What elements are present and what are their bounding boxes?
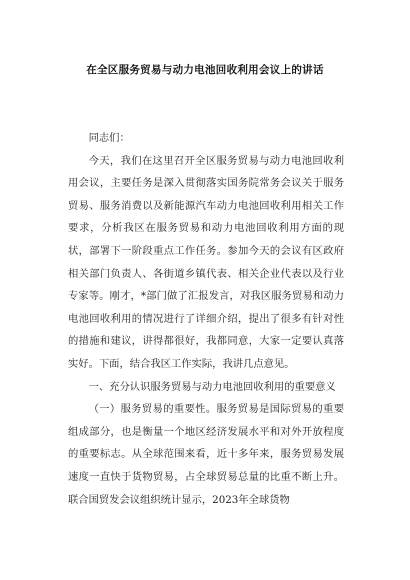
salutation-paragraph: 同志们： [88,132,130,144]
document-title: 在全区服务贸易与动力电池回收利用会议上的讲话 [86,64,324,76]
section-heading-1: 一、充分认识服务贸易与动力电池回收利用的重要意义 [88,380,336,393]
subsection-paragraph-1: （一）服务贸易的重要性。服务贸易是国际贸易的重要组成部分，也是衡量一个地区经济发展水平和对外开放程度的重要标志。从全球范围来看，近十多年来，服务贸易发展速度一直快于货物贸易，占全球贸易总量的比重不断上升。联合国贸发会议组织统计显示，2023年全球货物 [68,403,344,506]
document-body [68,127,344,511]
intro-paragraph: 今天，我们在这里召开全区服务贸易与动力电池回收利用会议，主要任务是深入贯彻落实国务院常务会议关于服务贸易、服务消费以及新能源汽车动力电池回收利用相关工作要求，分析我区在服务贸易和动力电池回收利用方面的现状，部署下一阶段重点工作任务。参加今天的会议有区政府相关部门负责人、各街道乡镇代表、相关企业代表以及行业专家等。刚才，*部门做了汇报发言，对我区服务贸易和动力电池回收利用的情况进行了详细介绍，提出了很多有针对性的措施和建议，讲得都很好，我都同意，大家一定要认真落实好。下面，结合我区工作实际，我讲几点意见。 [68,154,344,370]
